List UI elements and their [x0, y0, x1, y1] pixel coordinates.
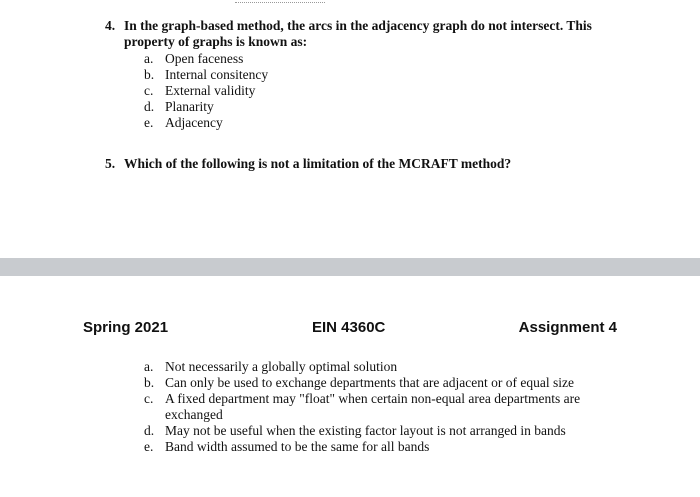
option-text: A fixed department may "float" when certain non-equal area departments are exchanged: [165, 391, 581, 422]
option-text: Band width assumed to be the same for all bands: [165, 439, 430, 454]
option-d: d. Planarity: [144, 99, 214, 114]
question-text-line-1: In the graph-based method, the arcs in the adjacency graph do not intersect. This: [124, 18, 592, 33]
option-c: c. A fixed department may "float" when certain non-equal area departments are exchanged: [144, 391, 581, 422]
option-text: May not be useful when the existing factor layout is not arranged in bands: [165, 423, 566, 438]
header-assignment: Assignment 4: [518, 319, 617, 336]
option-b: b. Internal consitency: [144, 67, 269, 82]
question-number: 5.: [105, 156, 116, 171]
option-a: a. Open faceness: [144, 51, 244, 66]
option-a: a. Not necessarily a globally optimal solution: [144, 359, 398, 374]
option-text: External validity: [165, 83, 256, 98]
option-text: Open faceness: [165, 51, 244, 66]
q5-options: [144, 359, 594, 455]
option-e: e. Adjacency: [144, 115, 223, 130]
question-text-line-2: property of graphs is known as:: [124, 34, 308, 49]
option-e: e. Band width assumed to be the same for all bands: [144, 439, 430, 454]
page-bottom: [0, 276, 700, 497]
option-text: Internal consitency: [165, 67, 269, 82]
header-course: EIN 4360C: [312, 319, 386, 336]
option-text: Adjacency: [165, 115, 223, 130]
q4-options: [144, 51, 268, 131]
page-separator: [0, 258, 700, 276]
option-b: b. Can only be used to exchange departments that are adjacent or of equal size: [144, 375, 574, 390]
option-text: Planarity: [165, 99, 214, 114]
question-text: Which of the following is not a limitation of the MCRAFT method?: [124, 156, 512, 171]
option-d: d. May not be useful when the existing factor layout is not arranged in bands: [144, 423, 566, 438]
header-semester: Spring 2021: [83, 319, 169, 336]
cropped-text-remnant: [235, 0, 325, 3]
question-number: 4.: [105, 18, 116, 33]
option-text: Can only be used to exchange departments that are adjacent or of equal size: [165, 375, 574, 390]
option-c: c. External validity: [144, 83, 256, 98]
option-text: Not necessarily a globally optimal solution: [165, 359, 398, 374]
